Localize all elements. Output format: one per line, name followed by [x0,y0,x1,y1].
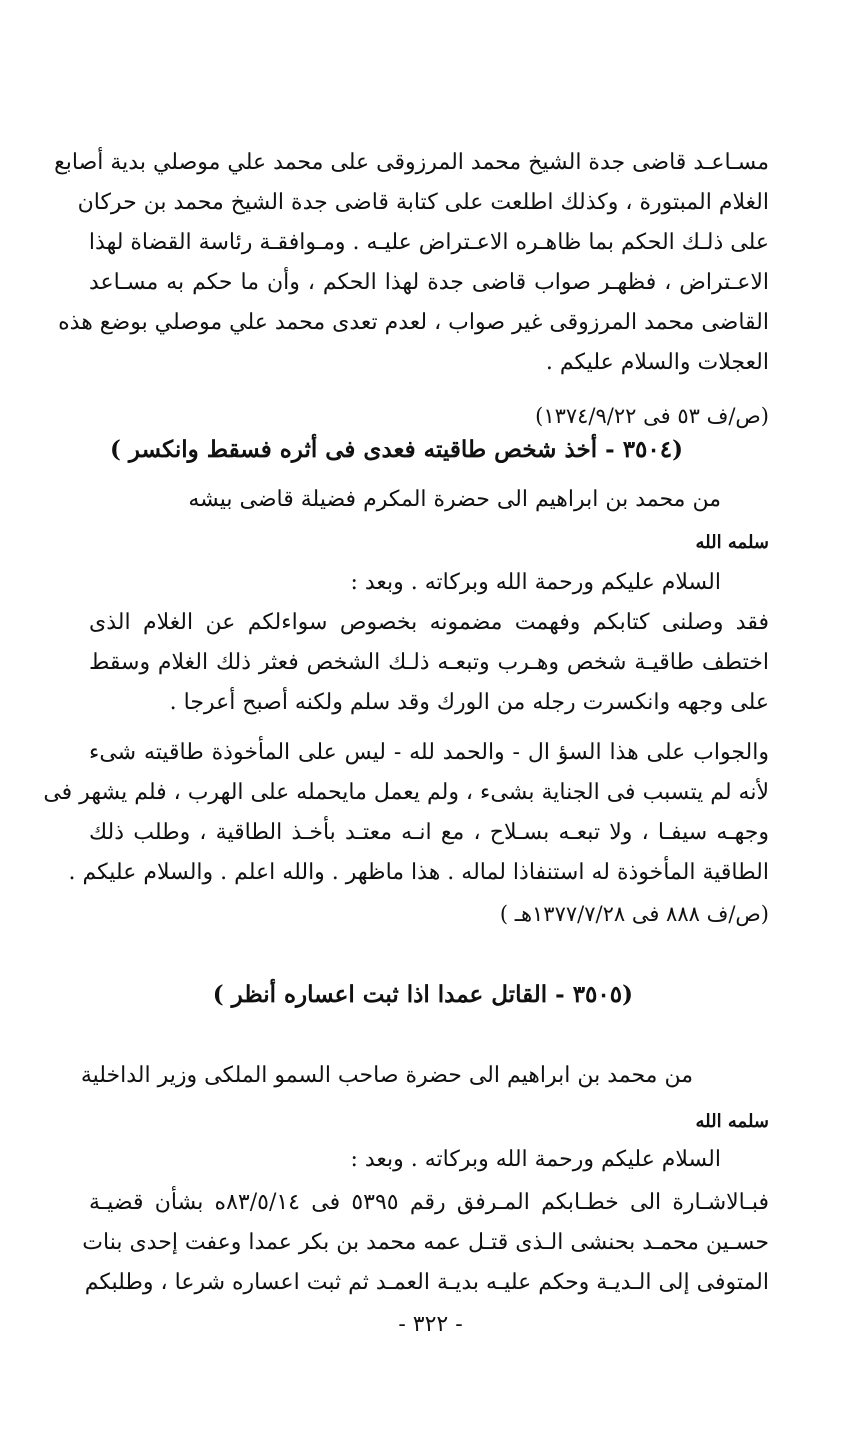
body-text-line: الغلام المبتورة ، وكذلك اطلعت على كتابة قاضى جدة الشيخ محمد بن حركان [77,190,769,215]
section-heading-3505: (٣٥٠٥ - القاتل عمدا اذا ثبت اعساره أنظر ) [212,981,633,1008]
body-text-line: المتوفى إلى الـديـة وحكم عليـه بديـة العمـد ثم ثبت اعساره شرعا ، وطلبكم [84,1270,769,1295]
body-text-line: حسـين محمـد بحنشى الـذى قتـل عمه محمد بن بكر عمدا وعفت إحدى بنات [82,1230,769,1255]
body-text-line: وجهـه سيفـا ، ولا تبعـه بسـلاح ، مع انـه معتـد بأخـذ الطاقية ، وطلب ذلك [89,820,769,845]
body-text-line: فقد وصلنى كتابكم وفهمت مضمونه بخصوص سواءلكم عن الغلام الذى [89,610,769,635]
body-text-line: على ذلـك الحكم بما ظاهـره الاعـتراض عليـه . ومـوافقـة رئاسة القضاة لهذا [88,230,769,255]
letter-greeting: السلام عليكم ورحمة الله وبركاته . وبعد : [350,570,721,595]
body-text-line: فبـالاشـارة الى خطـابكم المـرفق رقم ٥٣٩٥ فى ٨٣/٥/١٤ه بشأن قضيـة [89,1190,769,1215]
body-text-line: والجواب على هذا السؤ ال - والحمد لله - ليس على المأخوذة طاقيته شىء [89,740,769,765]
letter-greeting: السلام عليكم ورحمة الله وبركاته . وبعد : [350,1147,721,1172]
page-number: - ٣٢٢ - [398,1312,463,1337]
letter-salutation: سلمه الله [695,1111,769,1132]
body-text-line: اختطف طاقيـة شخص وهـرب وتبعـه ذلـك الشخص فعثر ذلك الغلام وسقط [89,650,769,675]
letter-salutation: سلمه الله [695,532,769,553]
body-text-line: العجلات والسلام عليكم . [545,350,769,375]
body-text-line: لأنه لم يتسبب فى الجناية بشىء ، ولم يعمل مايحمله على الهرب ، فلم يشهر فى [43,780,769,805]
letter-from-line: من محمد بن ابراهيم الى حضرة المكرم فضيلة قاضى بيشه [188,487,721,512]
body-text-line: على وجهه وانكسرت رجله من الورك وقد سلم ولكنه أصبح أعرجا . [169,690,769,715]
body-text-line: مسـاعـد قاضى جدة الشيخ محمد المرزوقى على محمد علي موصلي بدية أصابع [54,150,769,175]
letter-from-line: من محمد بن ابراهيم الى حضرة صاحب السمو الملكى وزير الداخلية [80,1063,693,1088]
reference-note: (ص/ف ٥٣ فى ١٣٧٤/٩/٢٢) [535,404,769,428]
body-text-line: الاعـتراض ، فظهـر صواب قاضى جدة لهذا الحكم ، وأن ما حكم به مسـاعد [89,270,769,295]
reference-note: (ص/ف ٨٨٨ فى ١٣٧٧/٧/٢٨هـ ) [499,902,769,926]
section-heading-3504: (٣٥٠٤ - أخذ شخص طاقيته فعدى فى أثره فسقط وانكسر ) [110,436,683,463]
body-text-line: القاضى محمد المرزوقى غير صواب ، لعدم تعدى محمد علي موصلي بوضع هذه [58,310,769,335]
body-text-line: الطاقية المأخوذة له استنفاذا لماله . هذا ماظهر . والله اعلم . والسلام عليكم . [68,860,769,885]
